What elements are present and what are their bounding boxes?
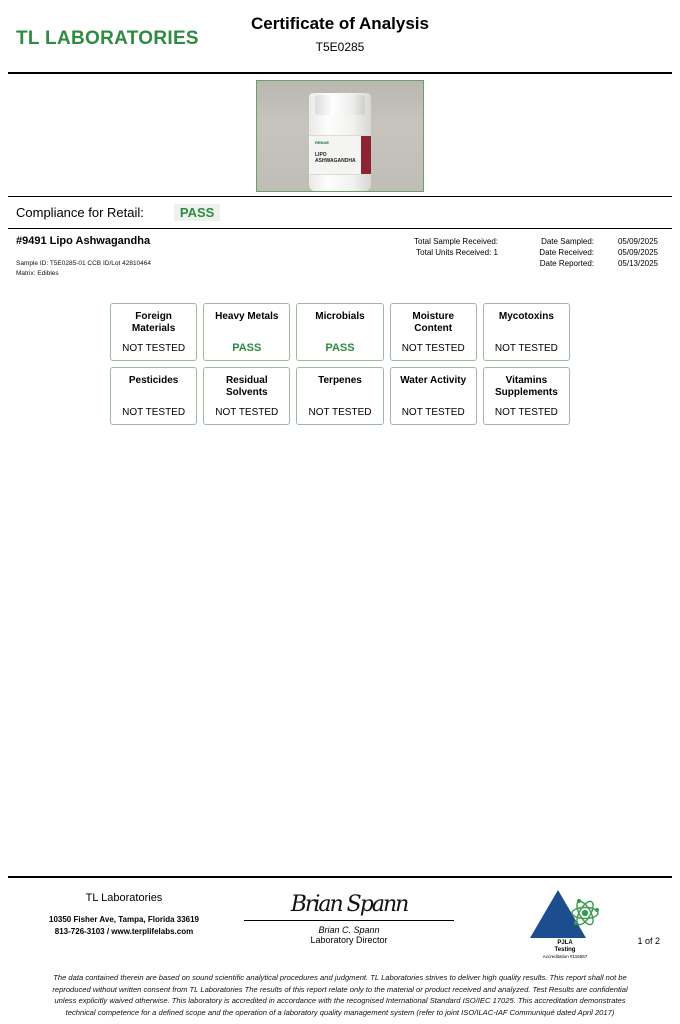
test-name: Moisture Content (412, 311, 455, 334)
date-sampled-value: 05/09/2025 (617, 237, 658, 246)
test-status: NOT TESTED (401, 343, 465, 354)
test-name: Residual Solvents (225, 375, 268, 398)
test-card (390, 303, 477, 361)
bottle-graphic (309, 93, 371, 191)
bottle-cap (315, 95, 365, 115)
total-sample-received-label: Total Sample Received: (413, 237, 498, 246)
page-header (8, 0, 672, 72)
sample-id-line: Sample ID: T5E0285-01 CCB ID/Lot 42810464 (16, 260, 152, 267)
sample-receipt-info (311, 235, 498, 279)
test-status: NOT TESTED (308, 407, 372, 418)
page-footer (8, 876, 672, 1018)
compliance-row (8, 197, 672, 228)
date-received-value: 05/09/2025 (617, 248, 658, 257)
test-name: Vitamins Supplements (494, 375, 558, 398)
sample-name: #9491 Lipo Ashwagandha (16, 235, 151, 247)
pjla-logo-icon (526, 888, 604, 940)
footer-lab-phone-web[interactable]: 813-726-3103 / www.terplifelabs.com (54, 927, 194, 936)
test-card (296, 367, 383, 425)
accreditation-block (464, 888, 666, 960)
footer-content (8, 888, 672, 962)
test-name: Water Activity (400, 375, 467, 386)
test-card (110, 303, 197, 361)
bottle-product-text (315, 152, 356, 164)
lab-logo-text: TL LABORATORIES (16, 28, 199, 49)
signature-block (234, 888, 464, 945)
total-units-received-label: Total Units Received: (416, 248, 492, 257)
test-status: PASS (232, 342, 262, 354)
compliance-label: Compliance for Retail: (16, 205, 144, 220)
compliance-status-badge: PASS (174, 204, 220, 221)
footer-lab-name: TL Laboratories (85, 892, 163, 904)
test-status: NOT TESTED (122, 407, 186, 418)
test-name: Mycotoxins (498, 311, 554, 322)
pjla-name: PJLA (557, 940, 573, 946)
bottle-brand-text: RENUE (315, 140, 330, 145)
sample-dates (498, 235, 664, 279)
date-row (498, 258, 658, 269)
test-status: NOT TESTED (401, 407, 465, 418)
footer-divider (8, 876, 672, 878)
test-card (296, 303, 383, 361)
total-sample-received-line (311, 236, 498, 247)
lab-contact-block (14, 888, 234, 938)
test-status: PASS (325, 342, 355, 354)
test-card (110, 367, 197, 425)
test-card (203, 303, 290, 361)
signature-image: Brian Spann (290, 892, 408, 917)
signer-name: Brian C. Spann (318, 925, 380, 935)
test-card (483, 367, 570, 425)
date-row (498, 247, 658, 258)
signer-role: Laboratory Director (310, 935, 388, 945)
sample-matrix-line: Matrix: Edibles (16, 270, 59, 277)
test-name: Microbials (315, 311, 365, 322)
test-card (390, 367, 477, 425)
product-image-area (8, 74, 672, 196)
footer-disclaimer: The data contained therein are based on sound scientific analytical procedures and judgment. TL Laboratories strives to deliver high quality results. This report shall not be reproduced without written consent from TL Laboratories The results of this report relate only to the material or product received and analyzed. Test Results are confidential unless explicitly waived otherwise. This laboratory is accredited in accordance with the recognised International Standard ISO/IEC 17025. This accreditation demonstrates technical competence for a defined scope and the operation of a laboratory quality management system (refer to joint ISO/ILAC-IAF Communiqué dated April 2017) (52, 973, 628, 1017)
signature-line (244, 920, 454, 921)
test-card (203, 367, 290, 425)
product-photo (256, 80, 424, 192)
bottle-label (309, 135, 371, 175)
pjla-number: Accreditation #116557 (542, 954, 588, 959)
atom-icon (570, 898, 600, 928)
date-sampled-label: Date Sampled: (541, 237, 594, 246)
test-summary-grid (110, 303, 570, 425)
test-name: Foreign Materials (131, 311, 176, 334)
pjla-type: Testing (554, 947, 576, 953)
test-name: Terpenes (318, 375, 362, 386)
page-number: 1 of 2 (637, 936, 660, 946)
total-units-received-line (311, 247, 498, 258)
sample-code: T5E0285 (315, 40, 365, 54)
bottle-product-line2: ASHWAGANDHA (315, 158, 356, 164)
bottle-product-line1: LIPO (315, 152, 327, 158)
date-row (498, 236, 658, 247)
test-card (483, 303, 570, 361)
date-reported-label: Date Reported: (539, 259, 594, 268)
test-status: NOT TESTED (494, 343, 558, 354)
test-status: NOT TESTED (215, 407, 279, 418)
test-name: Pesticides (128, 375, 179, 386)
total-units-received-value: 1 (493, 248, 498, 257)
sample-identity (16, 235, 311, 279)
page-title: Certificate of Analysis (251, 14, 429, 33)
test-status: NOT TESTED (122, 343, 186, 354)
footer-lab-address: 10350 Fisher Ave, Tampa, Florida 33619 (49, 915, 199, 924)
sample-info (8, 229, 672, 287)
test-status: NOT TESTED (494, 407, 558, 418)
date-received-label: Date Received: (539, 248, 594, 257)
test-name: Heavy Metals (215, 311, 279, 322)
pjla-seal (526, 888, 604, 960)
date-reported-value: 05/13/2025 (617, 259, 658, 268)
